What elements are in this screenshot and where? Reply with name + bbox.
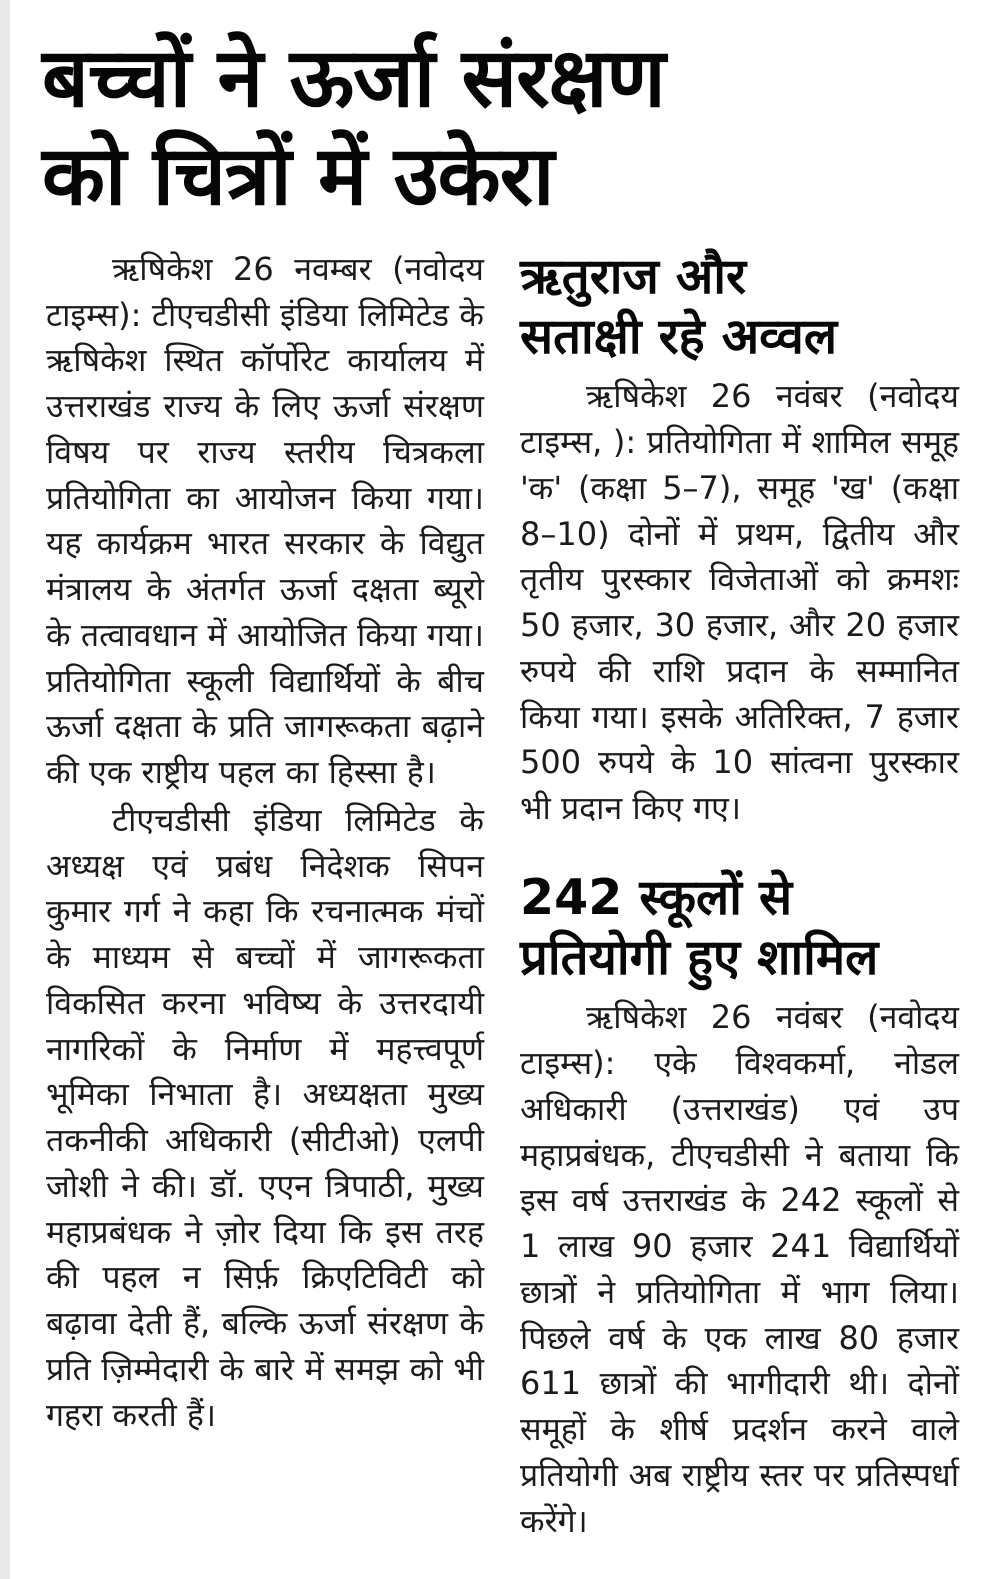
section-1-heading-line-2: सताक्षी रहे अव्वल — [520, 307, 838, 365]
section-2-body: ऋषिकेश 26 नवंबर (नवोदय टाइम्स): एके विश्वकर्मा, नोडल अधिकारी (उत्तराखंड) एवं उप महाप्रबंधक, टीएचडीसी ने बताया कि इस वर्ष उत्तराखंड के 242 स्कूलों से 1 लाख 90 हजार 241 विद्यार्थियों छात्रों ने प्रतियोगिता में भाग लिया। पिछले वर्ष के एक लाख 80 हजार 611 छात्रों की भागीदारी थी। दोनों समूहों के शीर्ष प्रदर्शन करने वाले प्रतियोगी अब राष्ट्रीय स्तर पर प्रतिस्पर्धा करेंगे। — [520, 998, 959, 1540]
left-column-paragraph-1: ऋषिकेश 26 नवम्बर (नवोदय टाइम्स): टीएचडीसी इंडिया लिमिटेड के ऋषिकेश स्थित कॉर्पोरेट कार्यालय में उत्तराखंड राज्य के लिए ऊर्जा संरक्षण विषय पर राज्य स्तरीय चित्रकला प्रतियोगिता का आयोजन किया गया। यह कार्यक्रम भारत सरकार के विद्युत मंत्रालय के अंतर्गत ऊर्जा दक्षता ब्यूरो के तत्वावधान में आयोजित किया गया। प्रतियोगिता स्कूली विद्यार्थियों के बीच ऊर्जा दक्षता के प्रति जागरूकता बढ़ाने की एक राष्ट्रीय पहल का हिस्सा है। — [46, 249, 484, 792]
section-1-body: ऋषिकेश 26 नवंबर (नवोदय टाइम्स, ): प्रतियोगिता में शामिल समूह 'क' (कक्षा 5–7), समूह 'ख' (कक्षा 8–10) दोनों में प्रथम, द्वितीय और तृतीय पुरस्कार विजेताओं को क्रमशः 50 हजार, 30 हजार, और 20 हजार रुपये की राशि प्रदान के सम्मानित किया गया। इसके अतिरिक्त, 7 हजार 500 रुपये के 10 सांत्वना पुरस्कार भी प्रदान किए गए। — [520, 377, 959, 828]
article-headline — [0, 0, 985, 235]
scan-edge-strip — [0, 0, 10, 1579]
section-2-heading — [520, 868, 959, 988]
article-columns — [0, 235, 985, 1545]
headline-line-1: बच्चों ने ऊर्जा संरक्षण — [42, 31, 665, 126]
section-2-heading-line-1: 242 स्कूलों से — [520, 868, 793, 926]
left-column-paragraph-2: टीएचडीसी इंडिया लिमिटेड के अध्यक्ष एवं प्रबंध निदेशक सिपन कुमार गर्ग ने कहा कि रचनात्मक मंचों के माध्यम से बच्चों में जागरूकता विकसित करना भविष्य के उत्तरदायी नागरिकों के निर्माण में महत्त्वपूर्ण भूमिका निभाता है। अध्यक्षता मुख्य तकनीकी अधिकारी (सीटीओ) एलपी जोशी ने की। डॉ. एएन त्रिपाठी, मुख्य महाप्रबंधक ने ज़ोर दिया कि इस तरह की पहल न सिर्फ़ क्रिएटिविटी को बढ़ावा देती हैं, बल्कि ऊर्जा संरक्षण के प्रति ज़िम्मेदारी के बारे में समझ को भी गहरा करती हैं। — [46, 800, 484, 1434]
section-2-heading-line-2: प्रतियोगी हुए शामिल — [520, 928, 879, 986]
right-column — [520, 247, 959, 1545]
left-column — [46, 247, 484, 1545]
section-1-heading — [520, 247, 959, 367]
headline-line-2: को चित्रों में उकेरा — [42, 129, 554, 225]
section-1-heading-line-1: ऋतुराज और — [520, 247, 747, 305]
